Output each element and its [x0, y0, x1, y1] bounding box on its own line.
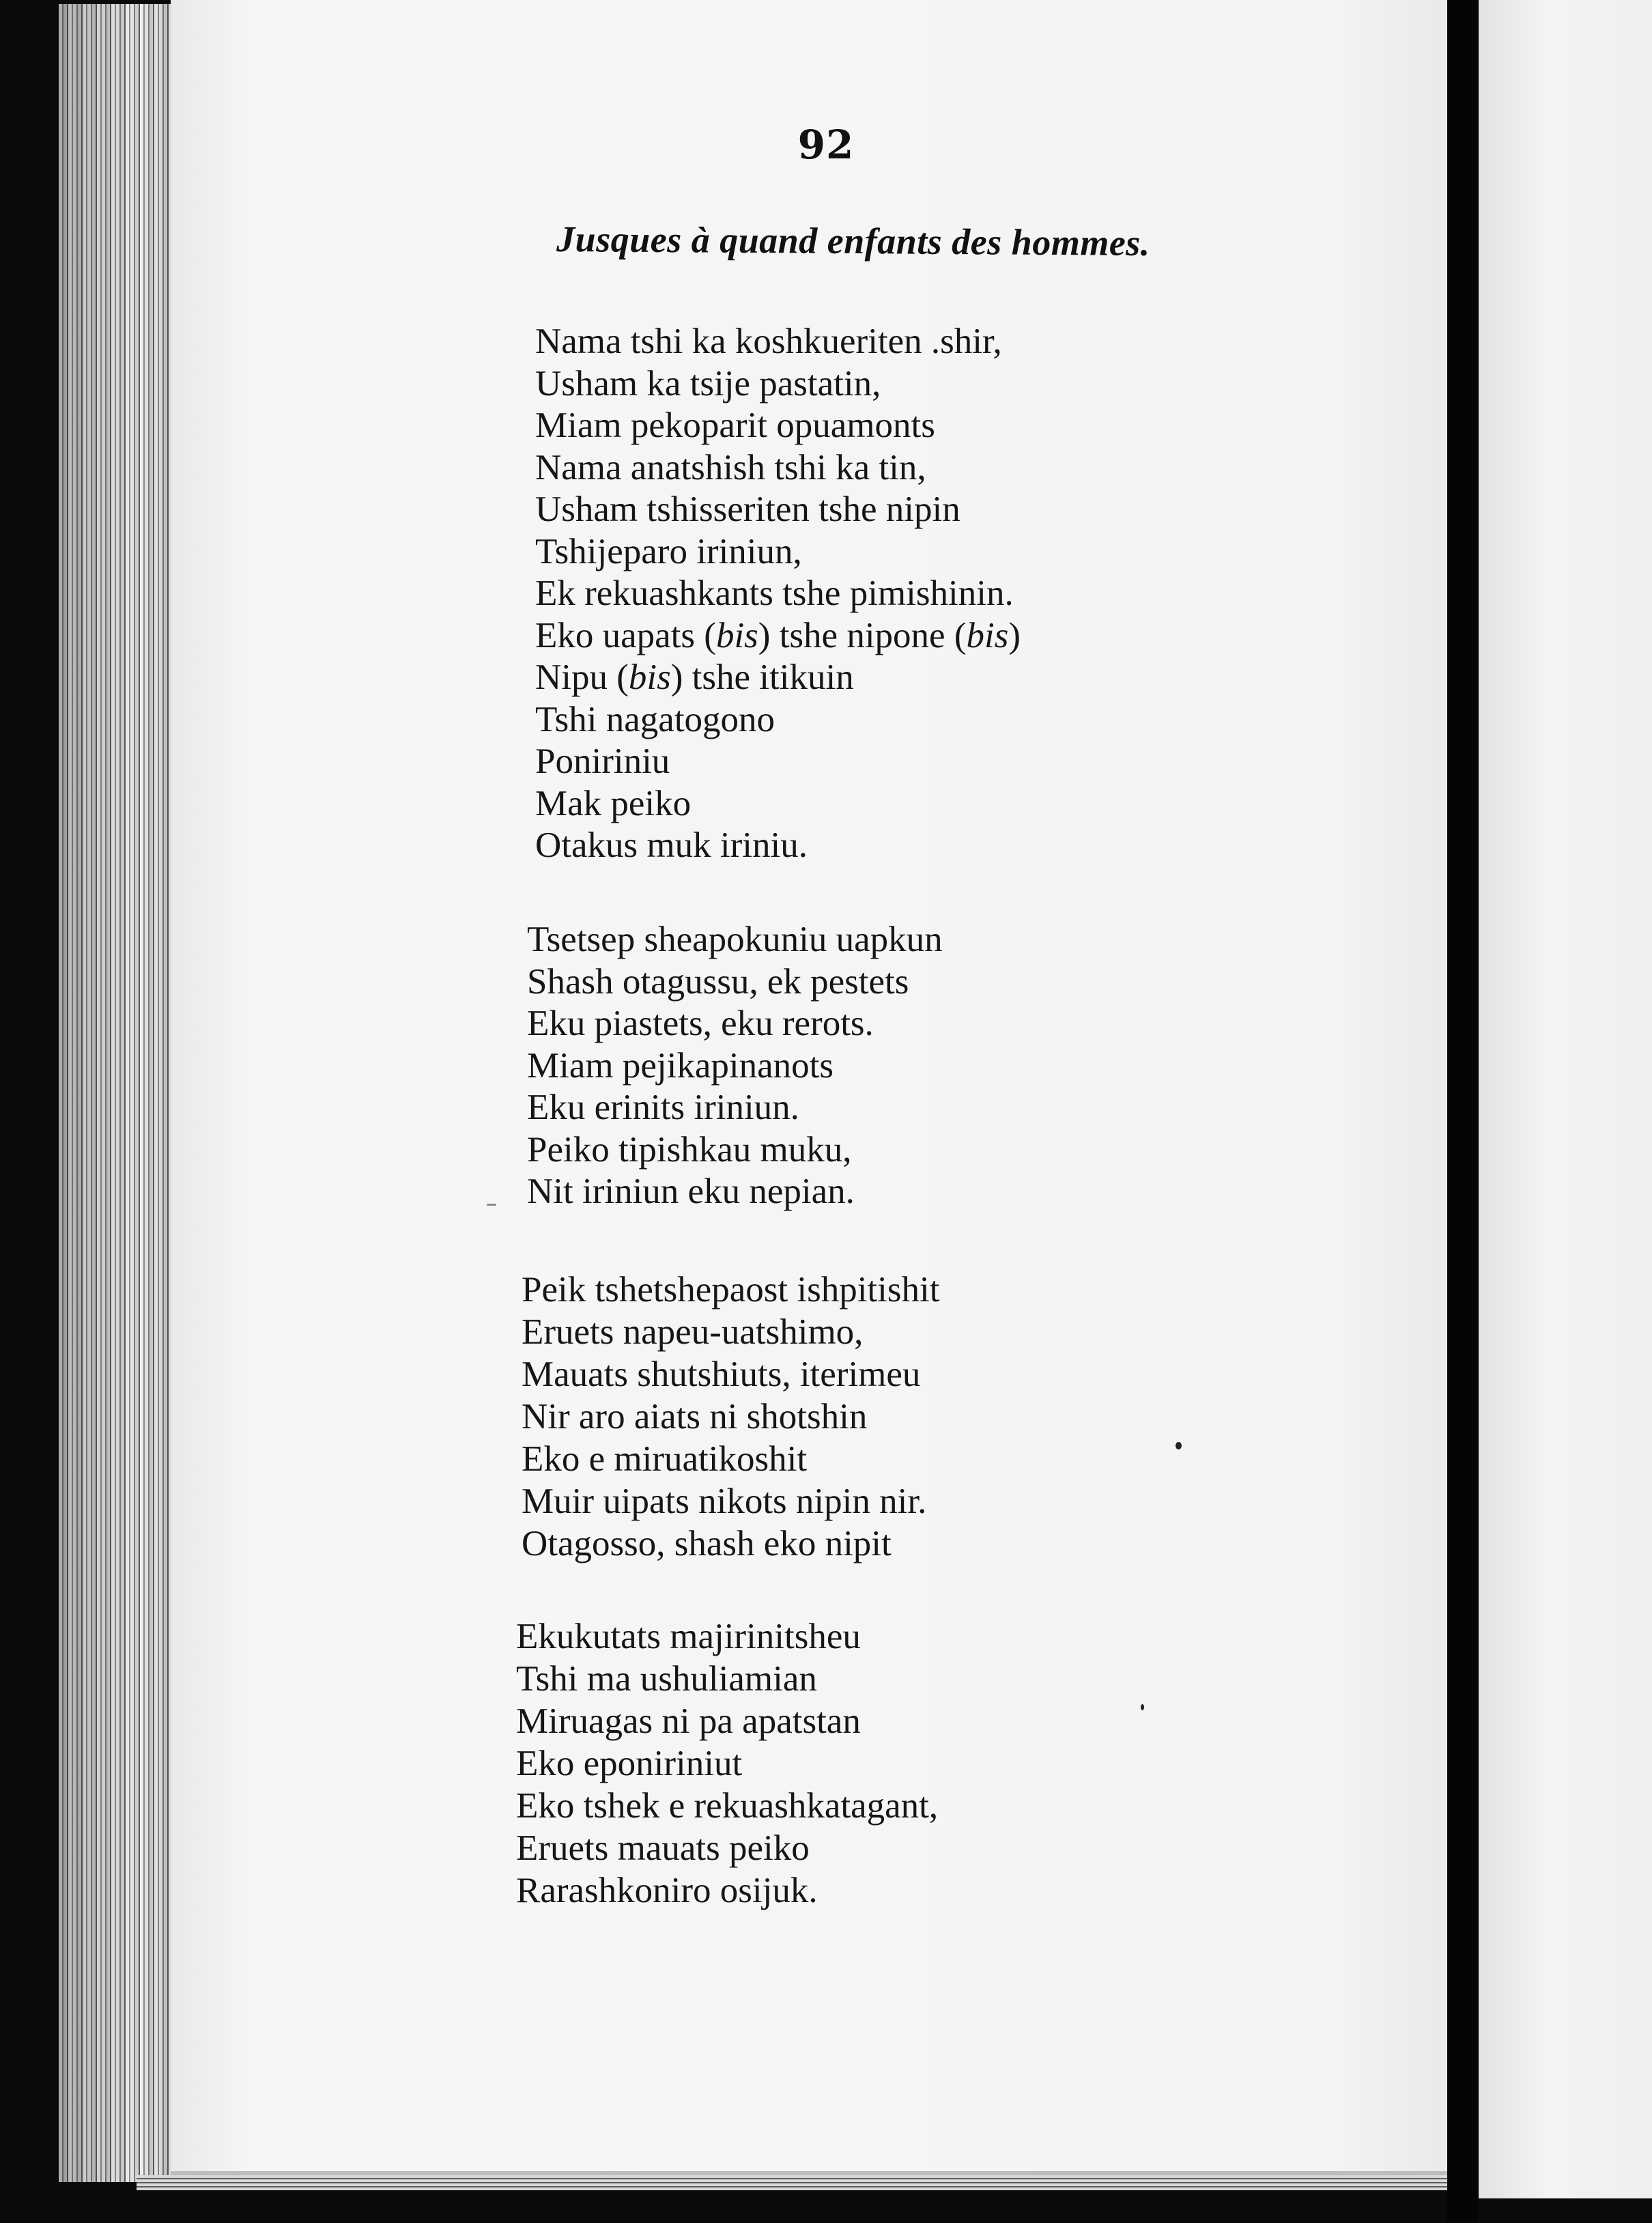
poem-line: [535, 447, 1218, 490]
line-text: Rarashkoniro osijuk.: [516, 1871, 818, 1910]
repeat-marker: bis: [966, 615, 1009, 655]
poem-line: [516, 1785, 1199, 1827]
line-text: Usham tshisseriten tshe nipin: [535, 490, 960, 529]
page-number: 92: [797, 122, 855, 168]
line-text: Miruagas ni pa apatstan: [516, 1701, 861, 1741]
line-text: Tshi nagatogono: [535, 699, 775, 739]
poem-line: [527, 1045, 1210, 1088]
poem-line: [516, 1700, 1199, 1742]
line-text: Ekukutats majirinitsheu: [516, 1617, 861, 1656]
poem-line: [522, 1353, 1204, 1396]
book-page-edges: [59, 4, 188, 2182]
poem-line: [535, 405, 1218, 447]
line-text: ) tshe itikuin: [670, 657, 854, 697]
poem-line: [535, 783, 1218, 825]
line-text: Ek rekuashkants tshe pimishinin.: [535, 574, 1014, 613]
line-text: Nir aro aiats ni shotshin: [522, 1397, 868, 1436]
poem-line: [527, 961, 1210, 1004]
stanza: [516, 1615, 1199, 1912]
line-text: Peiko tipishkau muku,: [527, 1129, 852, 1170]
line-text: Eko uapats (: [535, 615, 716, 655]
poem-line: [535, 825, 1218, 867]
line-text: Miam pejikapinanots: [527, 1045, 834, 1086]
line-text: Poniriniu: [535, 741, 670, 781]
line-text: Miam pekoparit opuamonts: [535, 406, 935, 445]
poem-line: [535, 321, 1218, 363]
line-text: Shash otagussu, ek pestets: [527, 961, 909, 1002]
poem-line: [535, 489, 1218, 531]
poem-line: [527, 1087, 1210, 1129]
line-text: Eko eponiriniut: [516, 1744, 743, 1783]
line-text: Eruets mauats peiko: [516, 1828, 810, 1868]
poem-line: [527, 1003, 1210, 1045]
line-text: Mauats shutshiuts, iterimeu: [522, 1355, 921, 1394]
line-text: Eku erinits iriniun.: [527, 1088, 799, 1127]
poem-line: [535, 741, 1218, 783]
line-text: ): [1008, 615, 1021, 655]
stanza: [527, 919, 1210, 1213]
repeat-marker: bis: [715, 615, 758, 655]
line-text: Otagosso, shash eko nipit: [522, 1524, 892, 1563]
poem-line: [522, 1396, 1204, 1438]
ink-speck: [1141, 1704, 1144, 1710]
stanza: [522, 1269, 1204, 1565]
line-text: Tshijeparo iriniun,: [535, 531, 802, 571]
song-title: Jusques à quand enfants des hommes.: [556, 218, 1151, 264]
line-text: Nit iriniun eku nepian.: [527, 1172, 855, 1211]
poem-line: [522, 1269, 1204, 1311]
line-text: Tshi ma ushuliamian: [516, 1659, 817, 1699]
line-text: Otakus muk iriniu.: [535, 825, 808, 865]
poem-line: [535, 573, 1218, 615]
line-text: Mak peiko: [535, 783, 692, 823]
line-text: Tsetsep sheapokuniu uapkun: [527, 920, 943, 959]
poem-line: [535, 699, 1218, 741]
ink-speck: [487, 1204, 496, 1206]
line-text: Nama anatshish tshi ka tin,: [535, 447, 926, 487]
ink-speck: [1176, 1442, 1182, 1449]
poem-line: [522, 1523, 1204, 1565]
poem-line: [535, 363, 1218, 406]
line-text: Eruets napeu-uatshimo,: [522, 1312, 864, 1352]
line-text: Peik tshetshepaost ishpitishit: [522, 1270, 940, 1309]
poem-line: [535, 531, 1218, 574]
line-text: Eko e miruatikoshit: [522, 1439, 808, 1479]
poem-line: [527, 919, 1210, 961]
line-text: Usham ka tsije pastatin,: [535, 363, 881, 403]
bottom-page-edge: [137, 2175, 1461, 2190]
poem-line: [516, 1827, 1199, 1869]
poem-line: [535, 657, 1218, 699]
facing-page: [1479, 0, 1652, 2198]
poem-line: [516, 1742, 1199, 1785]
repeat-marker: bis: [628, 657, 671, 697]
line-text: Muir uipats nikots nipin nir.: [522, 1482, 927, 1521]
line-text: Nipu (: [535, 657, 629, 697]
line-text: Eko tshek e rekuashkatagant,: [516, 1786, 939, 1826]
poem-line: [527, 1129, 1210, 1172]
poem-line: [535, 615, 1218, 657]
poem-line: [522, 1311, 1204, 1353]
line-text: Nama tshi ka koshkueriten .shir,: [535, 322, 1002, 361]
poem-line: [516, 1869, 1199, 1912]
line-text: Eku piastets, eku rerots.: [527, 1004, 874, 1043]
poem-line: [522, 1438, 1204, 1480]
poem-line: [522, 1480, 1204, 1523]
line-text: ) tshe nipone (: [758, 615, 967, 655]
book-gutter: [1447, 0, 1479, 2223]
stanza: [535, 321, 1218, 867]
poem-line: [516, 1658, 1199, 1700]
poem-line: [527, 1171, 1210, 1213]
poem-line: [516, 1615, 1199, 1658]
